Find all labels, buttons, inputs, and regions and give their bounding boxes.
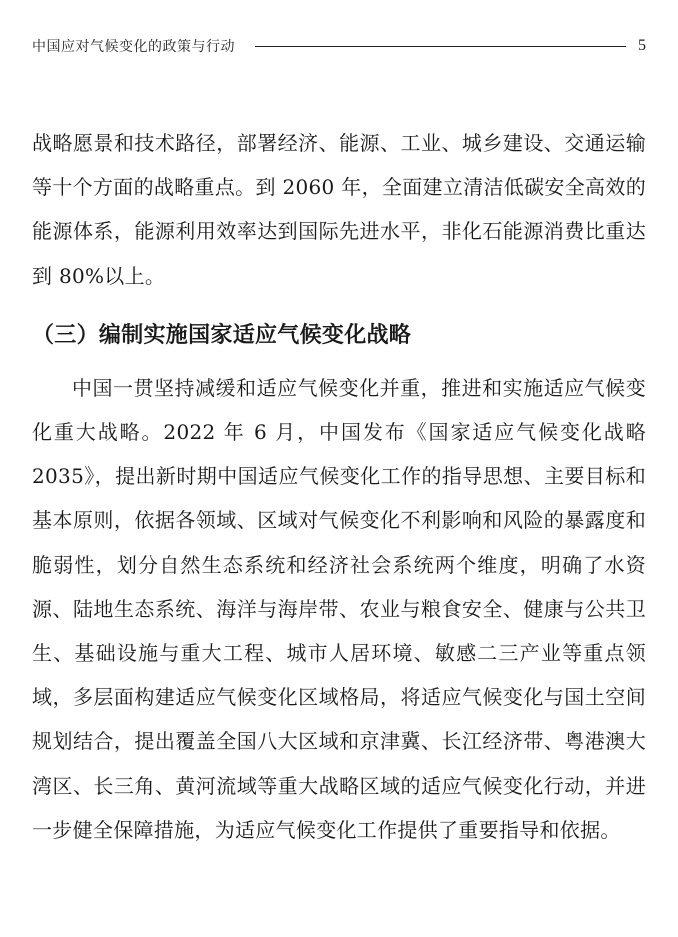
section-heading: （三）编制实施国家适应气候变化战略 [32,322,412,348]
page-body [32,121,646,852]
header-rule [255,46,626,47]
page-number: 5 [638,37,646,54]
paragraph-continuation: 战略愿景和技术路径，部署经济、能源、工业、城乡建设、交通运输等十个方面的战略重点。到 2060 年，全面建立清洁低碳安全高效的能源体系，能源利用效率达到国际先进水平，非化石能源消费比重达到 80%以上。 [32,131,646,288]
running-header [32,34,646,58]
paragraph-adaptation-strategy: 中国一贯坚持减缓和适应气候变化并重，推进和实施适应气候变化重大战略。2022 年 6 月，中国发布《国家适应气候变化战略 2035》，提出新时期中国适应气候变化工作的指导思想、主要目标和基本原则，依据各领域、区域对气候变化不利影响和风险的暴露度和脆弱性，划分自然生态系统和经济社会系统两个维度，明确了水资源、陆地生态系统、海洋与海岸带、农业与粮食安全、健康与公共卫生、基础设施与重大工程、城市人居环境、敏感二三产业等重点领域，多层面构建适应气候变化区域格局，将适应气候变化与国土空间规划结合，提出覆盖全国八大区域和京津冀、长江经济带、粤港澳大湾区、长三角、黄河流域等重大战略区域的适应气候变化行动，并进一步健全保障措施，为适应气候变化工作提供了重要指导和依据。 [32,375,646,842]
running-header-title: 中国应对气候变化的政策与行动 [32,39,235,55]
